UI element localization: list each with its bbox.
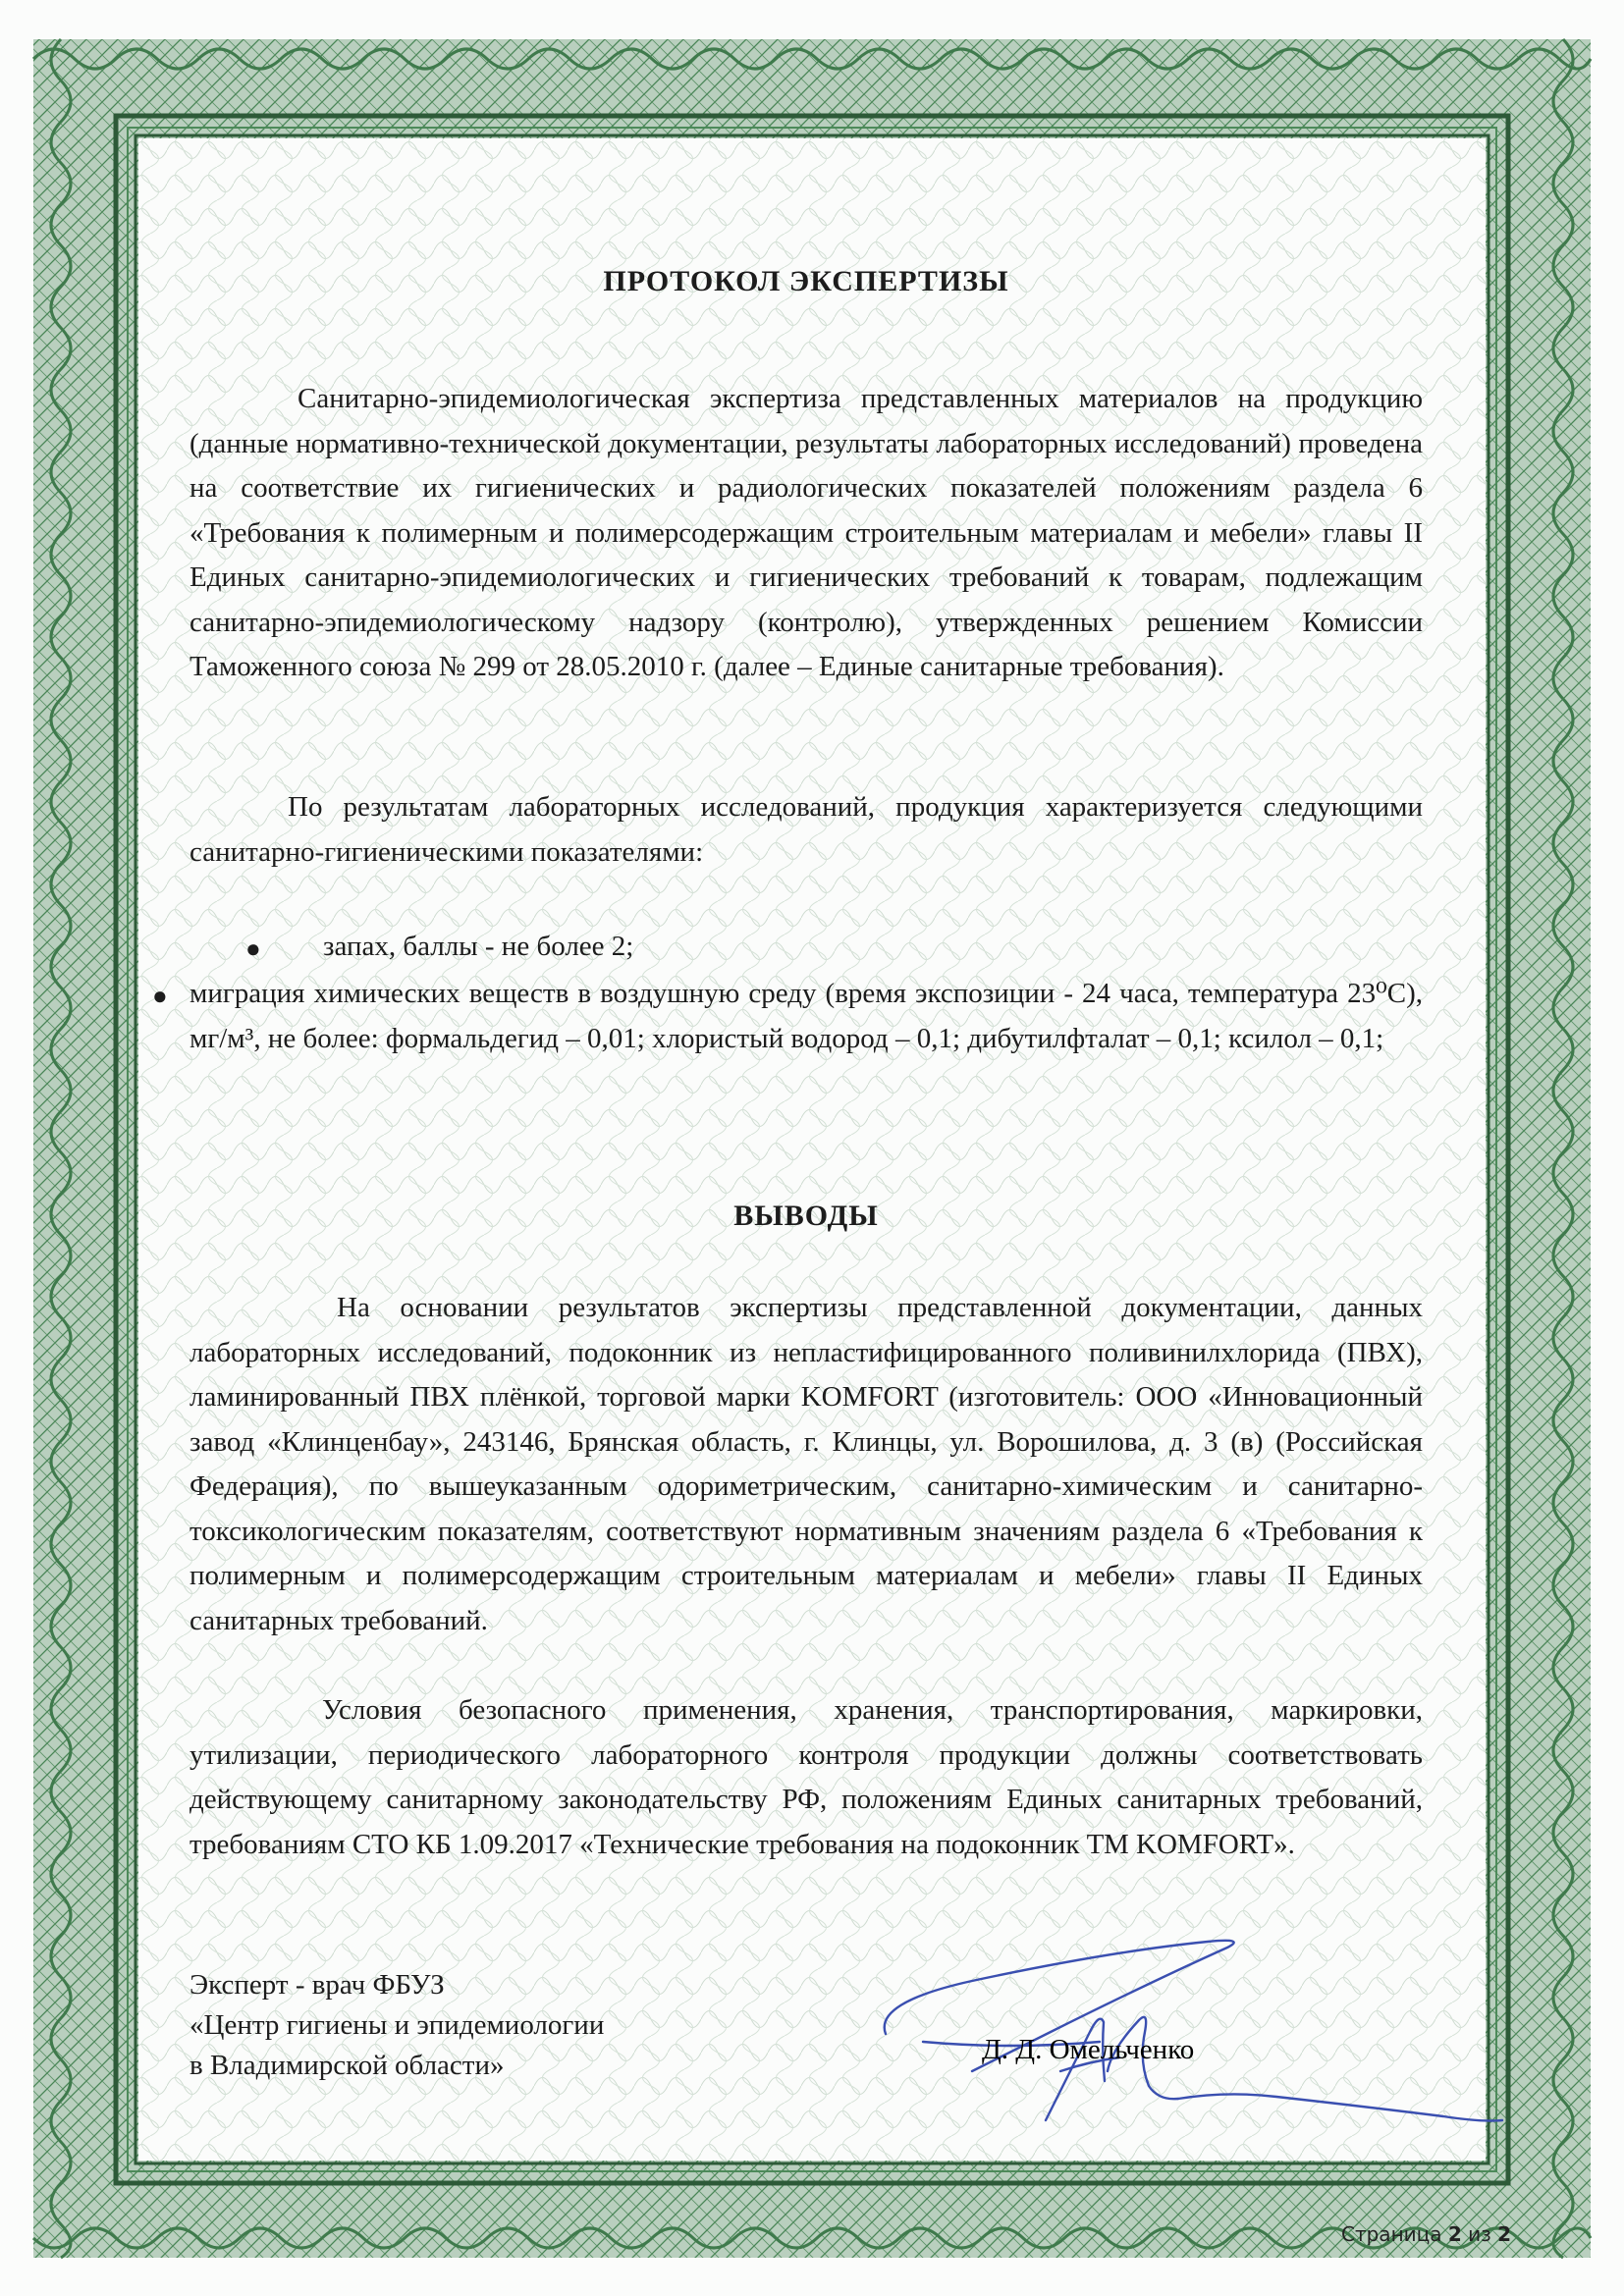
page-counter bbox=[1341, 2222, 1511, 2246]
page-separator: из bbox=[1468, 2222, 1491, 2246]
signatory-position: Эксперт - врач ФБУЗ bbox=[189, 1969, 445, 2001]
indicator-item: миграция химических веществ в воздушную среду (время экспозиции - 24 часа, температура 23⁰С), мг/м³, не более: формальдегид – 0,01; хлористый водород – 0,1; дибутилфталат – 0,1; ксилол – 0,1; bbox=[189, 978, 1423, 1054]
indicator-item: запах, баллы - не более 2; bbox=[323, 931, 634, 962]
signatory-block bbox=[189, 1965, 604, 2086]
conclusion-paragraph-1: На основании результатов экспертизы представленной документации, данных лабораторных исследований, подоконник из непластифицированного поливинилхлорида (ПВХ), ламинированный ПВХ плёнкой, торговой марки KOMFORT (изготовитель: ООО «Инновационный завод «Клинценбау», 243146, Брянская область, г. Клинцы, ул. Ворошилова, д. 3 (в) (Российская Федерация), по вышеуказанным одориметрическим, санитарно-химическим и санитарно-токсикологическим показателям, соответствуют нормативным значениям раздела 6 «Требования к полимерным и полимерсодержащим строительным материалам и мебели» главы II Единых санитарных требований. bbox=[189, 1292, 1423, 1636]
signatory-region: в Владимирской области» bbox=[189, 2050, 505, 2081]
intro-paragraph: Санитарно-эпидемиологическая экспертиза представленных материалов на продукцию (данные нормативно-технической документации, результаты лабораторных исследований) проведена на соответствие их гигиенических и радиологических показателей положениям раздела 6 «Требования к полимерным и полимерсодержащим строительным материалам и мебели» главы II Единых санитарно-эпидемиологических и гигиенических требований к товарам, подлежащим санитарно-эпидемиологическому надзору (контролю), утвержденных решением Комиссии Таможенного союза № 299 от 28.05.2010 г. (далее – Единые санитарные требования). bbox=[189, 383, 1423, 682]
conclusions-title: ВЫВОДЫ bbox=[733, 1200, 879, 1232]
signatory-organization: «Центр гигиены и эпидемиологии bbox=[189, 2009, 605, 2041]
signatory-name: Д. Д. Омельченко bbox=[982, 2034, 1195, 2065]
bullet-icon: ● bbox=[245, 934, 261, 963]
bullet-icon: ● bbox=[152, 982, 168, 1010]
page-current: 2 bbox=[1447, 2222, 1462, 2246]
handwritten-signature bbox=[854, 1924, 1522, 2140]
page-prefix: Страница bbox=[1341, 2222, 1442, 2246]
page-total: 2 bbox=[1497, 2222, 1512, 2246]
document-title: ПРОТОКОЛ ЭКСПЕРТИЗЫ bbox=[603, 265, 1009, 297]
conclusion-paragraph-2: Условия безопасного применения, хранения, транспортирования, маркировки, утилизации, периодического лабораторного контроля продукции должны соответствовать действующему санитарному законодательству РФ, положениям Единых санитарных требований, требованиям СТО КБ 1.09.2017 «Технические требования на подоконник ТМ KOMFORT». bbox=[189, 1694, 1423, 1860]
results-paragraph: По результатам лабораторных исследований, продукция характеризуется следующими санитарно-гигиеническими показателями: bbox=[189, 791, 1423, 868]
